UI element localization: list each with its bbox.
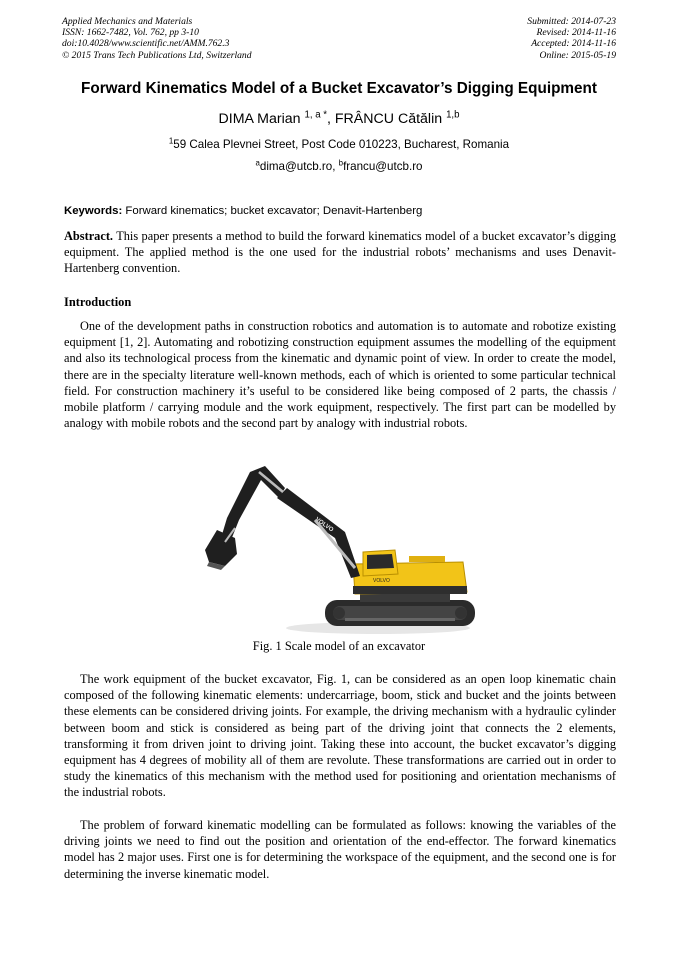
revised-date: Revised: 2014-11-16	[536, 27, 616, 39]
boom-brand: VOLVO	[313, 516, 335, 534]
excavator-figure	[195, 458, 485, 636]
abstract-text: This paper presents a method to build the forward kinematics model of a bucket excavator’s digging equipment. The applied method is the one used for the industrial robots’ mechanisms and uses Denavit-Hartenberg convention.	[64, 229, 616, 276]
figure-caption: Fig. 1 Scale model of an excavator	[252, 639, 426, 653]
email-separator: ,	[332, 160, 339, 173]
author-1-affil-mark: 1, a *	[304, 109, 327, 121]
email-a: dima@utcb.ro	[259, 160, 333, 173]
issn-line: ISSN: 1662-7482, Vol. 762, pp 3-10	[62, 27, 199, 39]
author-2: FRÂNCU Cătălin	[334, 111, 443, 127]
section-heading-introduction: Introduction	[64, 295, 132, 309]
excavator-body	[353, 550, 467, 594]
excavator-image	[205, 466, 475, 634]
intro-paragraph-3	[64, 817, 616, 882]
author-line	[40, 111, 638, 127]
intro-paragraph-2-text: The work equipment of the bucket excavator, Fig. 1, can be considered as an open loop kinematic chain composed of the following kinematic elements: undercarriage, boom, stick and bucket and the joints between these elements can be considered driving joints. For example, the driving mechanism with a hydraulic cylinder between boom and stick is considered as being part of the driving joint that connects the 2 elements, transforming it from driven joint to driving joint. Taking these into account, the bucket excavator’s digging equipment has 4 degrees of mobility all of them are revolute. These transformations are carried out in order to study the kinematics of this mechanism with the method used for positioning and orientation mechanisms of the industrial robots.	[64, 672, 616, 800]
affiliation-mark: 1	[168, 136, 174, 146]
journal-info	[62, 16, 252, 61]
doi-line: doi:10.4028/www.scientific.net/AMM.762.3	[62, 38, 230, 50]
intro-paragraph-3-text: The problem of forward kinematic modelling can be formulated as follows: knowing the variables of the driving joints we need to find out the position and orientation of the end-effector. The forward kinematics model has 2 major uses. First one is for determining the workspace of the equipment, and the second one is for determining the inverse kinematic model.	[64, 818, 616, 881]
affiliation	[40, 138, 638, 151]
track-inner	[333, 606, 467, 620]
cab-brand: VOLVO	[373, 578, 390, 584]
accepted-date: Accepted: 2014-11-16	[531, 38, 616, 50]
journal-name: Applied Mechanics and Materials	[62, 16, 193, 27]
crawler-track	[325, 600, 475, 626]
intro-paragraph-2	[64, 671, 616, 801]
online-date: Online: 2015-05-19	[539, 49, 616, 61]
affiliation-text: 59 Calea Plevnei Street, Post Code 010223, Bucharest, Romania	[173, 138, 510, 151]
copyright-line: © 2015 Trans Tech Publications Ltd, Switzerland	[62, 49, 252, 61]
abstract-label: Abstract.	[64, 229, 114, 243]
track-plate	[345, 618, 455, 621]
intro-paragraph-1	[64, 318, 616, 431]
intro-paragraph-1-text: One of the development paths in construction robotics and automation is to automate and robotize existing equipment [1, 2]. Automating and robotizing construction equipment assumes the modelling of the equipment and also its technological process from the kinematic and dynamic point of view. In order to create the model, there are in the specialty literature well-known methods, each of which is oriented to some particular technical field. For construction machinery it’s useful to be considered like being composed of 2 parts, the chassis / mobile platform / carrying module and the work equipment, respectively. The first part can be modelled by analogy with mobile robots and the second part by analogy with industrial robots.	[64, 319, 616, 431]
keywords	[64, 205, 616, 217]
stick-arm	[221, 466, 285, 540]
cab-window	[367, 554, 394, 569]
counterweight-band	[353, 586, 467, 594]
boom	[277, 488, 360, 578]
keywords-label: Keywords:	[64, 205, 123, 217]
engine-cover	[409, 556, 445, 562]
email-a-mark: a	[255, 158, 260, 168]
email-b: francu@utcb.ro	[343, 160, 423, 173]
email-b-mark: b	[338, 158, 344, 168]
abstract	[64, 228, 616, 277]
email-line	[40, 160, 638, 173]
paper-title: Forward Kinematics Model of a Bucket Excavator’s Digging Equipment	[81, 80, 597, 97]
track-wheel	[333, 607, 345, 619]
submitted-date: Submitted: 2014-07-23	[527, 16, 616, 27]
author-separator: ,	[327, 111, 335, 127]
author-2-affil-mark: 1,b	[446, 109, 460, 121]
author-1: DIMA Marian	[218, 111, 301, 127]
track-wheel	[455, 607, 467, 619]
keywords-text: Forward kinematics; bucket excavator; Denavit-Hartenberg	[125, 205, 423, 217]
dates-info	[527, 16, 616, 61]
boom-arm	[277, 488, 360, 578]
stick	[221, 466, 285, 540]
